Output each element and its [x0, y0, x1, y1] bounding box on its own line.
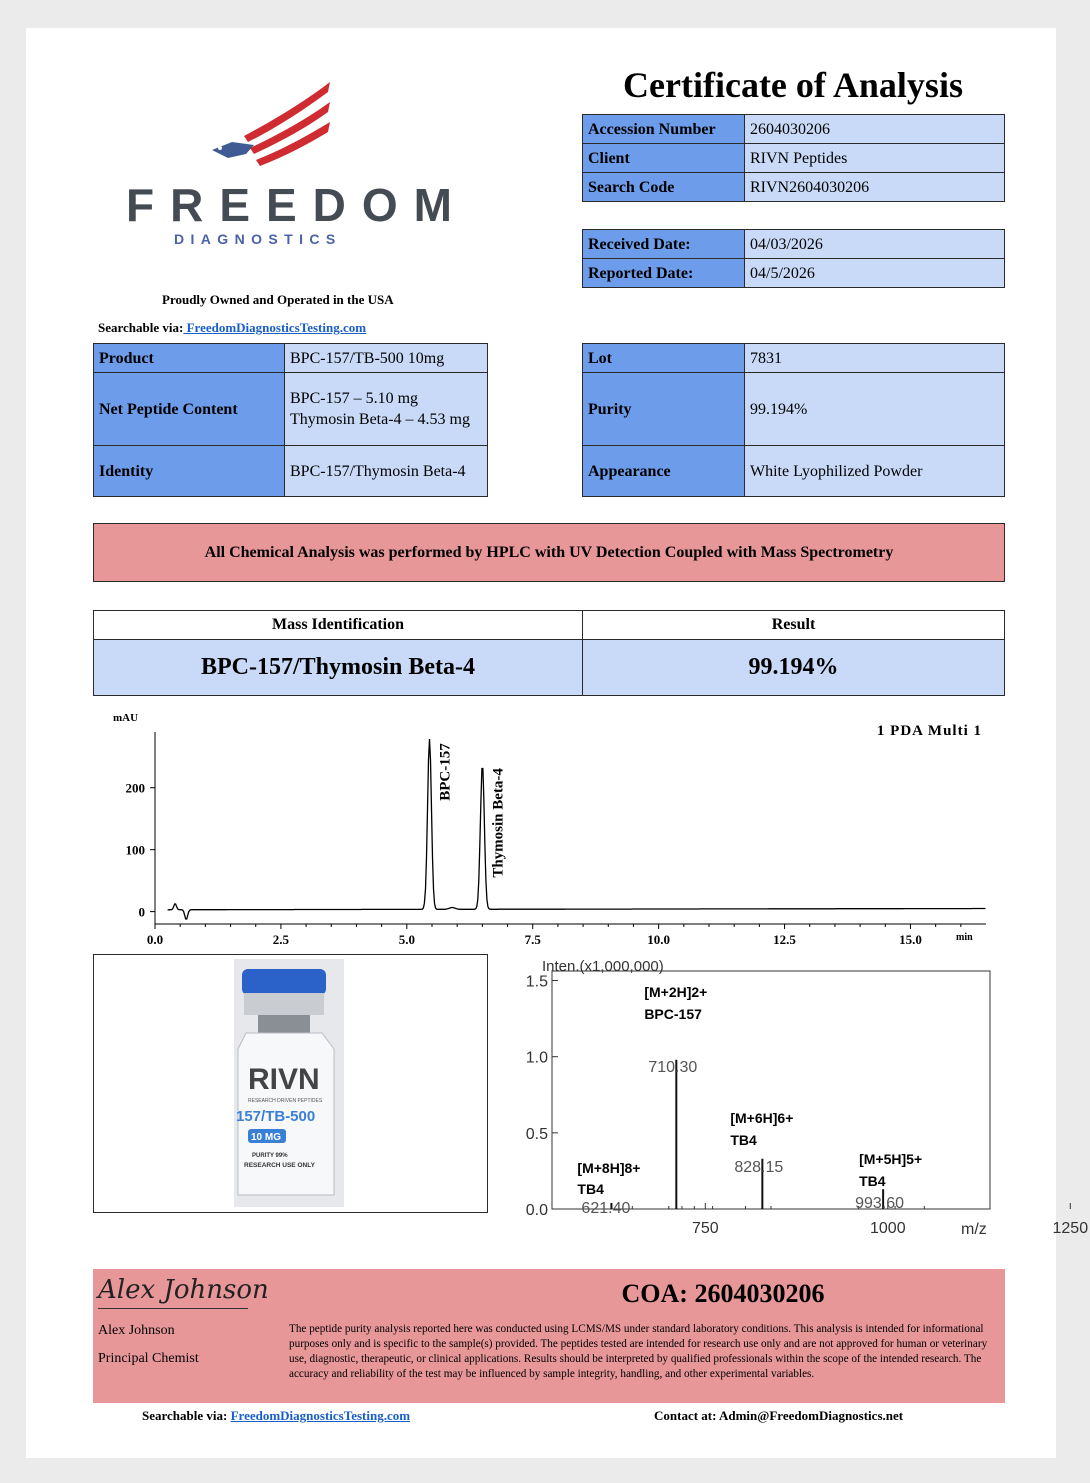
hplc-xtick-label: 12.5: [773, 932, 796, 947]
reported-date-value: 04/5/2026: [745, 259, 1005, 288]
hplc-xtick-label: 7.5: [524, 932, 541, 947]
ms-peak-mz: 993.60: [855, 1195, 905, 1212]
hplc-ytick-label: 100: [125, 842, 145, 858]
footer-search-link[interactable]: FreedomDiagnosticsTesting.com: [230, 1408, 411, 1423]
product-label: Product: [94, 344, 285, 373]
vial-product: 157/TB-500: [236, 1108, 316, 1125]
ms-peak-name: TB4: [577, 1181, 604, 1197]
footer-search: [142, 1408, 410, 1424]
hplc-chromatogram: [93, 708, 993, 948]
certificate-page: [26, 28, 1089, 1458]
ms-xlabel: m/z: [961, 1221, 987, 1238]
tagline: Proudly Owned and Operated in the USA: [162, 292, 394, 307]
ms-peak-mz: 828.15: [734, 1159, 784, 1176]
method-banner-text: All Chemical Analysis was performed by HPLC with UV Detection Coupled with Mass Spectrometry: [204, 543, 894, 561]
logo-wordmark: FREEDOM: [126, 179, 468, 231]
mass-identification-table: [93, 610, 1005, 696]
ms-xtick-label: 750: [691, 1220, 719, 1237]
ms-xtick-label: 1000: [870, 1220, 906, 1237]
client-label: Client: [583, 144, 745, 173]
mass-header-identification: Mass Identification: [94, 611, 583, 640]
coa-number: COA: 2604030206: [621, 1279, 825, 1308]
product-table: [93, 343, 488, 497]
reported-date-label: Reported Date:: [583, 259, 745, 288]
product-value: BPC-157/TB-500 10mg: [285, 344, 488, 373]
client-value: RIVN Peptides: [745, 144, 1005, 173]
ms-ytick-label: 0.5: [525, 1125, 548, 1143]
hplc-xtick-label: 10.0: [647, 932, 671, 947]
ms-peak-mz: 621.40: [581, 1200, 631, 1217]
hplc-xtick-label: 15.0: [899, 932, 922, 947]
signature-image: Alex Johnson: [98, 1275, 269, 1305]
net-peptide-value: BPC-157 – 5.10 mg Thymosin Beta-4 – 4.53 mg: [285, 373, 488, 446]
hplc-xtick-label: 0.0: [146, 932, 164, 947]
signature-footer: [93, 1269, 1005, 1403]
chemist-title: Principal Chemist: [98, 1351, 199, 1366]
ms-ytick-label: 0.0: [525, 1202, 548, 1219]
hplc-xtick-label: 2.5: [272, 932, 290, 947]
hplc-xtick-label: 5.0: [398, 932, 415, 947]
mass-spectrum: [500, 954, 1089, 1244]
accession-label: Accession Number: [583, 115, 745, 144]
accession-table: [582, 114, 1005, 202]
search-code-value: RIVN2604030206: [745, 173, 1005, 202]
hplc-xlabel: min: [956, 932, 973, 943]
ms-peak-name: BPC-157: [644, 1006, 702, 1022]
mass-result-value: 99.194%: [583, 640, 1005, 696]
received-date-value: 04/03/2026: [745, 230, 1005, 259]
searchable-label: Searchable via:: [98, 320, 184, 335]
footer-contact: Contact at: Admin@FreedomDiagnostics.net: [654, 1408, 904, 1423]
purity-value: 99.194%: [745, 373, 1005, 446]
mass-header-result: Result: [583, 611, 1005, 640]
hplc-trace: [168, 739, 986, 919]
ms-peak-ion: [M+8H]8+: [577, 1160, 641, 1176]
vial-dose: 10 MG: [251, 1132, 282, 1143]
hplc-ylabel: mAU: [113, 712, 139, 724]
appearance-label: Appearance: [583, 446, 745, 497]
ms-peak-ion: [M+6H]6+: [730, 1110, 794, 1126]
chemist-name: Alex Johnson: [98, 1323, 175, 1338]
eagle-flag-logo-icon: [204, 80, 334, 170]
vial-photo-frame: [93, 954, 488, 1213]
lot-value: 7831: [745, 344, 1005, 373]
search-code-label: Search Code: [583, 173, 745, 202]
page-title: Certificate of Analysis: [623, 65, 963, 105]
identity-value: BPC-157/Thymosin Beta-4: [285, 446, 488, 497]
hplc-peak-label: BPC-157: [437, 743, 454, 801]
vial-use: RESEARCH USE ONLY: [244, 1162, 315, 1169]
footer-search-label: Searchable via:: [142, 1408, 228, 1423]
purity-label: Purity: [583, 373, 745, 446]
mass-identification-value: BPC-157/Thymosin Beta-4: [94, 640, 583, 696]
received-date-label: Received Date:: [583, 230, 745, 259]
ms-ytick-label: 1.5: [525, 973, 548, 991]
dates-table: [582, 229, 1005, 288]
hplc-ytick-label: 200: [125, 780, 145, 796]
vial-cap-icon: [242, 969, 326, 995]
hplc-peak-label: Thymosin Beta-4: [490, 768, 507, 878]
hplc-title: 1 PDA Multi 1: [876, 723, 982, 739]
ms-peak-name: TB4: [859, 1173, 886, 1189]
hplc-ytick-label: 0: [138, 904, 145, 920]
appearance-value: White Lyophilized Powder: [745, 446, 1005, 497]
lot-label: Lot: [583, 344, 745, 373]
method-banner: [93, 523, 1005, 582]
vial-purity: PURITY 99%: [252, 1153, 288, 1159]
searchable-line: [98, 320, 366, 336]
vial-brand: RIVN: [248, 1063, 320, 1096]
vial-tagline: RESEARCH DRIVEN PEPTIDES: [248, 1098, 323, 1104]
signature-underline: [98, 1308, 248, 1309]
disclaimer-text: The peptide purity analysis reported here was conducted using LCMS/MS under standard laboratory conditions. This analysis is intended for informational purposes only and is specific to the sample(s) provided. The peptides tested are intended for research use only and are not approved for human or veterinary use, diagnostic, therapeutic, or clinical applications. Results should be interpreted by qualified professionals within the scope of the intended research. The accuracy and reliability of the test may be influenced by sample integrity, handling, and other experimental variables.: [289, 1323, 988, 1380]
ms-peak-name: TB4: [730, 1132, 757, 1148]
net-peptide-label: Net Peptide Content: [94, 373, 285, 446]
ms-peak-ion: [M+5H]5+: [859, 1151, 923, 1167]
accession-value: 2604030206: [745, 115, 1005, 144]
identity-label: Identity: [94, 446, 285, 497]
ms-peak-ion: [M+2H]2+: [644, 984, 708, 1000]
logo-subtitle: DIAGNOSTICS: [174, 231, 342, 247]
vial-photo: [234, 959, 344, 1207]
ms-ytick-label: 1.0: [525, 1049, 548, 1067]
ms-xtick-label: 1250: [1052, 1220, 1089, 1237]
ms-peak-mz: 710.30: [648, 1059, 698, 1076]
lot-table: [582, 343, 1005, 497]
ms-ylabel: Inten.(x1,000,000): [542, 958, 664, 975]
searchable-link[interactable]: FreedomDiagnosticsTesting.com: [183, 320, 367, 335]
